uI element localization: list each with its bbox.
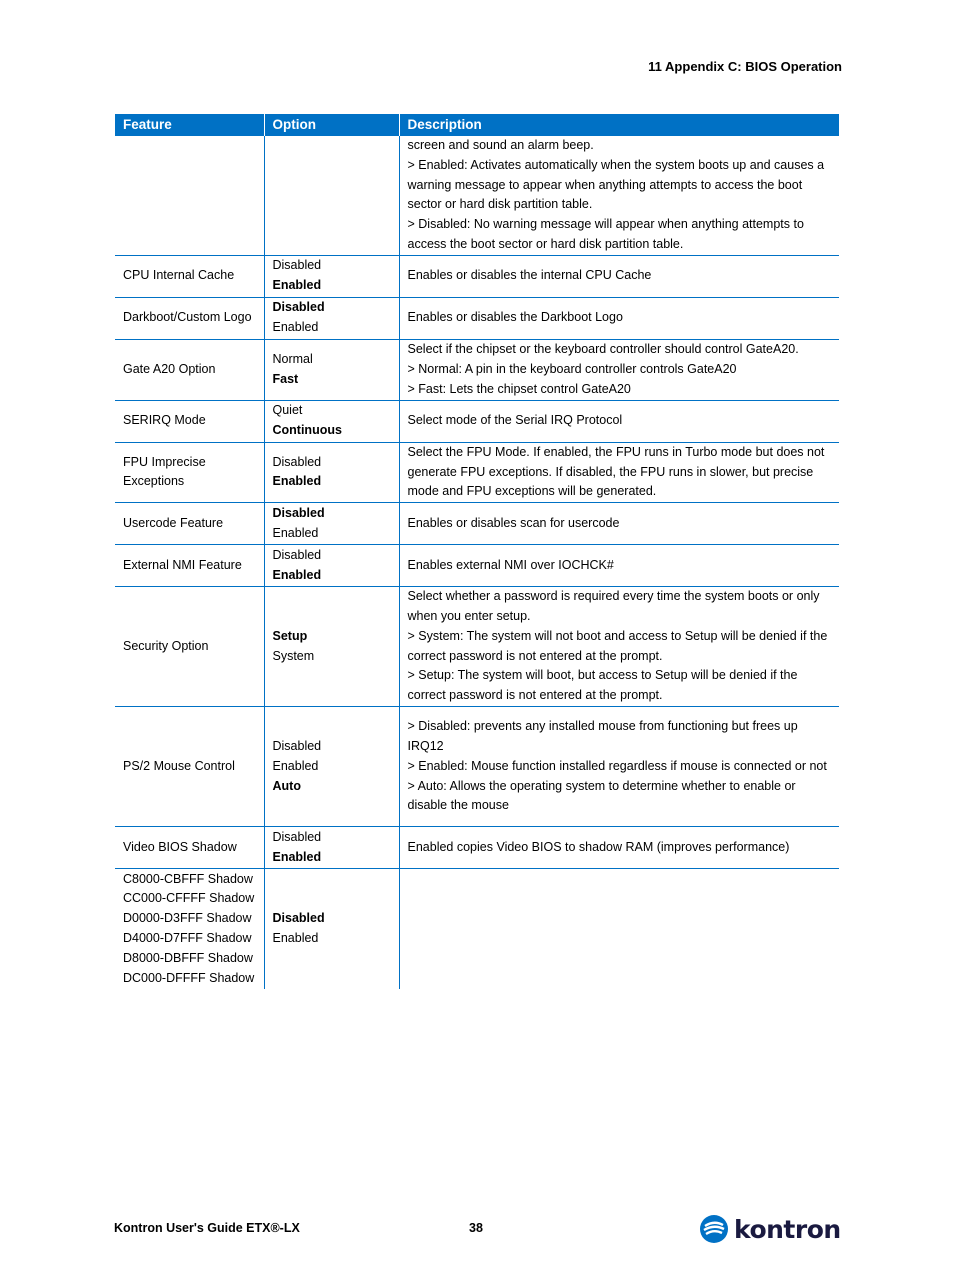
table-row <box>115 587 839 707</box>
footer-guide-title: Kontron User's Guide ETX®-LX <box>114 1221 300 1235</box>
feature-label: DC000-DFFFF Shadow <box>123 970 255 985</box>
feature-cell <box>115 503 264 545</box>
option-value: Enabled <box>272 758 319 773</box>
option-value-default: Disabled <box>272 505 325 520</box>
table-row <box>115 136 839 255</box>
description-text: > Normal: A pin in the keyboard controller controls GateA20 <box>407 361 737 376</box>
option-value: Disabled <box>272 738 322 753</box>
feature-cell <box>115 545 264 587</box>
description-text: > Auto: Allows the operating system to determine whether to enable or disable the mouse <box>407 778 796 813</box>
feature-label: D0000-D3FFF Shadow <box>123 911 252 926</box>
option-value-default: Continuous <box>272 423 342 438</box>
feature-cell <box>115 297 264 339</box>
option-value-default: Enabled <box>272 849 322 864</box>
option-cell <box>264 707 399 827</box>
description-text: > Disabled: prevents any installed mouse from functioning but frees up IRQ12 <box>407 719 798 753</box>
description-cell <box>399 297 839 339</box>
table-row <box>115 442 839 502</box>
kontron-logo-text: kontron <box>734 1214 841 1244</box>
feature-label: FPU Imprecise <box>123 454 206 469</box>
description-text: screen and sound an alarm beep. <box>407 138 594 152</box>
option-value: Disabled <box>272 454 322 469</box>
description-cell <box>399 503 839 545</box>
option-value-default: Auto <box>272 778 301 793</box>
table-row <box>115 707 839 827</box>
table-row <box>115 503 839 545</box>
option-cell <box>264 136 399 255</box>
feature-label: D4000-D7FFF Shadow <box>123 930 252 945</box>
description-text: Select mode of the Serial IRQ Protocol <box>407 413 623 428</box>
option-value: Disabled <box>272 547 322 562</box>
description-text: > Disabled: No warning message will appear when anything attempts to access the boot sector or hard disk partition table. <box>407 217 804 251</box>
option-cell <box>264 503 399 545</box>
feature-cell <box>115 869 264 989</box>
option-value-default: Enabled <box>272 567 322 582</box>
table-row <box>115 339 839 400</box>
description-text: Select the FPU Mode. If enabled, the FPU runs in Turbo mode but does not generate FPU exceptions. If disabled, the FPU runs in slower, but precise mode and FPU exceptions will be generated. <box>407 444 825 499</box>
feature-label: C8000-CBFFF Shadow <box>123 871 253 886</box>
option-value: Enabled <box>272 320 319 335</box>
feature-label: CPU Internal Cache <box>123 268 235 283</box>
description-text: > Fast: Lets the chipset control GateA20 <box>407 381 631 396</box>
option-value-default: Disabled <box>272 300 325 315</box>
description-text: Enables external NMI over IOCHCK# <box>407 557 614 572</box>
feature-label: Darkboot/Custom Logo <box>123 310 252 325</box>
description-cell <box>399 587 839 707</box>
description-text: Enables or disables the internal CPU Cache <box>407 268 652 283</box>
description-text: Enabled copies Video BIOS to shadow RAM (improves performance) <box>407 839 790 854</box>
option-cell <box>264 827 399 869</box>
option-value: System <box>272 648 315 663</box>
option-value: Normal <box>272 351 313 366</box>
kontron-logo <box>699 1213 841 1245</box>
option-cell <box>264 587 399 707</box>
description-text: > Enabled: Activates automatically when the system boots up and causes a warning message to appear when anything attempts to access the boot sector or hard disk partition table. <box>407 157 825 212</box>
description-text: Select if the chipset or the keyboard controller should control GateA20. <box>407 342 799 357</box>
feature-label: D8000-DBFFF Shadow <box>123 950 253 965</box>
column-header-description: Description <box>399 114 839 136</box>
option-value: Disabled <box>272 829 322 844</box>
option-cell <box>264 869 399 989</box>
feature-label: Gate A20 Option <box>123 361 216 376</box>
table-header-row <box>115 114 839 136</box>
page-header-title: 11 Appendix C: BIOS Operation <box>648 59 842 74</box>
option-value: Quiet <box>272 403 303 418</box>
column-header-option: Option <box>264 114 399 136</box>
feature-cell <box>115 400 264 442</box>
feature-cell <box>115 136 264 255</box>
description-cell <box>399 869 839 989</box>
description-text: Enables or disables the Darkboot Logo <box>407 310 623 325</box>
feature-label: External NMI Feature <box>123 557 242 572</box>
description-cell <box>399 442 839 502</box>
option-cell <box>264 400 399 442</box>
option-cell <box>264 545 399 587</box>
table-row <box>115 297 839 339</box>
option-cell <box>264 297 399 339</box>
feature-cell <box>115 827 264 869</box>
feature-cell <box>115 339 264 400</box>
table-row <box>115 545 839 587</box>
description-cell <box>399 136 839 255</box>
option-cell <box>264 339 399 400</box>
column-header-feature: Feature <box>115 114 264 136</box>
table-row <box>115 255 839 297</box>
option-value-default: Fast <box>272 371 299 386</box>
option-cell <box>264 255 399 297</box>
feature-cell <box>115 707 264 827</box>
feature-label: Video BIOS Shadow <box>123 839 237 854</box>
feature-cell <box>115 255 264 297</box>
description-cell <box>399 339 839 400</box>
kontron-logo-icon <box>699 1214 729 1244</box>
feature-label: PS/2 Mouse Control <box>123 758 235 773</box>
feature-label: Exceptions <box>123 474 185 489</box>
table-row <box>115 827 839 869</box>
feature-cell <box>115 442 264 502</box>
option-value-default: Enabled <box>272 278 322 293</box>
table-row <box>115 869 839 989</box>
option-value-default: Enabled <box>272 474 322 489</box>
description-cell <box>399 545 839 587</box>
feature-label: SERIRQ Mode <box>123 413 206 428</box>
option-value-default: Disabled <box>272 911 325 926</box>
description-text: > Setup: The system will boot, but access to Setup will be denied if the correct password is not entered at the prompt. <box>407 668 798 703</box>
option-cell <box>264 442 399 502</box>
description-cell <box>399 400 839 442</box>
description-cell <box>399 827 839 869</box>
option-value: Disabled <box>272 258 322 273</box>
description-text: > System: The system will not boot and access to Setup will be denied if the correct password is not entered at the prompt. <box>407 628 828 663</box>
option-value-default: Setup <box>272 628 308 643</box>
description-text: Enables or disables scan for usercode <box>407 515 620 530</box>
description-cell <box>399 255 839 297</box>
bios-options-table <box>115 114 839 989</box>
option-value: Enabled <box>272 930 319 945</box>
footer-page-number: 38 <box>469 1221 483 1235</box>
description-text: > Enabled: Mouse function installed regardless if mouse is connected or not <box>407 758 827 773</box>
description-text: Select whether a password is required every time the system boots or only when you enter setup. <box>407 589 820 624</box>
feature-cell <box>115 587 264 707</box>
feature-label: CC000-CFFFF Shadow <box>123 891 255 906</box>
feature-label: Security Option <box>123 638 209 653</box>
option-value: Enabled <box>272 525 319 540</box>
description-cell <box>399 707 839 827</box>
table-row <box>115 400 839 442</box>
feature-label: Usercode Feature <box>123 515 224 530</box>
